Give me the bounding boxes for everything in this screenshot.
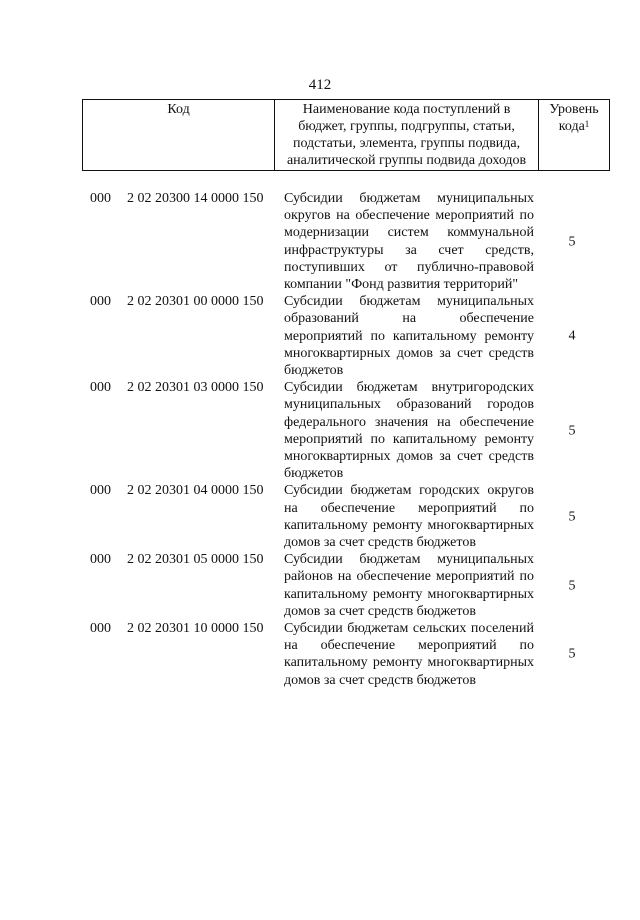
income-name: Субсидии бюджетам муниципальных округов на обеспечение мероприятий по модернизации систем коммунальной инфраструктуры за счет средств, поступивших от публично-правовой компании "Фонд развития территорий" <box>284 191 534 293</box>
income-name: Субсидии бюджетам городских округов на обеспечение мероприятий по капитальному ремонту многоквартирных домов за счет средств бюджетов <box>284 483 534 551</box>
code-level: 5 <box>568 509 576 525</box>
admin-code: 000 <box>90 191 111 206</box>
table-body <box>0 190 640 689</box>
header-level-footnote: 1 <box>584 119 590 129</box>
table-header <box>82 99 610 171</box>
header-name: Наименование кода поступлений в бюджет, группы, подгруппы, статьи, подстатьи, элемента, группы подвида, аналитической группы подвида доходов <box>275 100 539 171</box>
code-level: 5 <box>568 578 576 594</box>
code-level: 5 <box>568 646 576 662</box>
income-code: 2 02 20301 04 0000 150 <box>127 483 264 499</box>
page-number: 412 <box>308 77 332 93</box>
table-row <box>0 482 640 551</box>
admin-code: 000 <box>90 483 111 499</box>
code-level: 5 <box>568 423 576 439</box>
income-name: Субсидии бюджетам муниципальных районов на обеспечение мероприятий по капитальному ремонту многоквартирных домов за счет средств бюджетов <box>284 552 534 619</box>
income-code: 2 02 20301 10 0000 150 <box>127 621 264 637</box>
header-level <box>539 100 610 171</box>
header-code: Код <box>83 100 275 171</box>
income-name: Субсидии бюджетам сельских поселений на обеспечение мероприятий по капитальному ремонту многоквартирных домов за счет средств бюджетов <box>284 621 534 688</box>
table-row <box>0 293 640 379</box>
table-row <box>0 620 640 689</box>
income-name: Субсидии бюджетам внутригородских муниципальных образований городов федерального значения на обеспечение мероприятий по капитальному ремонту многоквартирных домов за счет средств бюджетов <box>284 380 534 482</box>
admin-code: 000 <box>90 294 111 310</box>
income-code: 2 02 20301 00 0000 150 <box>127 294 264 310</box>
code-level: 5 <box>568 234 576 250</box>
admin-code: 000 <box>90 380 111 396</box>
code-level: 4 <box>568 328 576 344</box>
table-row <box>0 551 640 620</box>
table-row <box>0 379 640 482</box>
admin-code: 000 <box>90 621 111 637</box>
income-name: Субсидии бюджетам муниципальных образований на обеспечение мероприятий по капитальному ремонту многоквартирных домов за счет средств бюджетов <box>284 294 534 379</box>
income-code: 2 02 20300 14 0000 150 <box>127 191 264 206</box>
income-code: 2 02 20301 05 0000 150 <box>127 552 264 568</box>
header-level-label: Уровень кода <box>549 102 599 134</box>
table-row <box>0 190 640 293</box>
admin-code: 000 <box>90 552 111 568</box>
income-code: 2 02 20301 03 0000 150 <box>127 380 264 396</box>
